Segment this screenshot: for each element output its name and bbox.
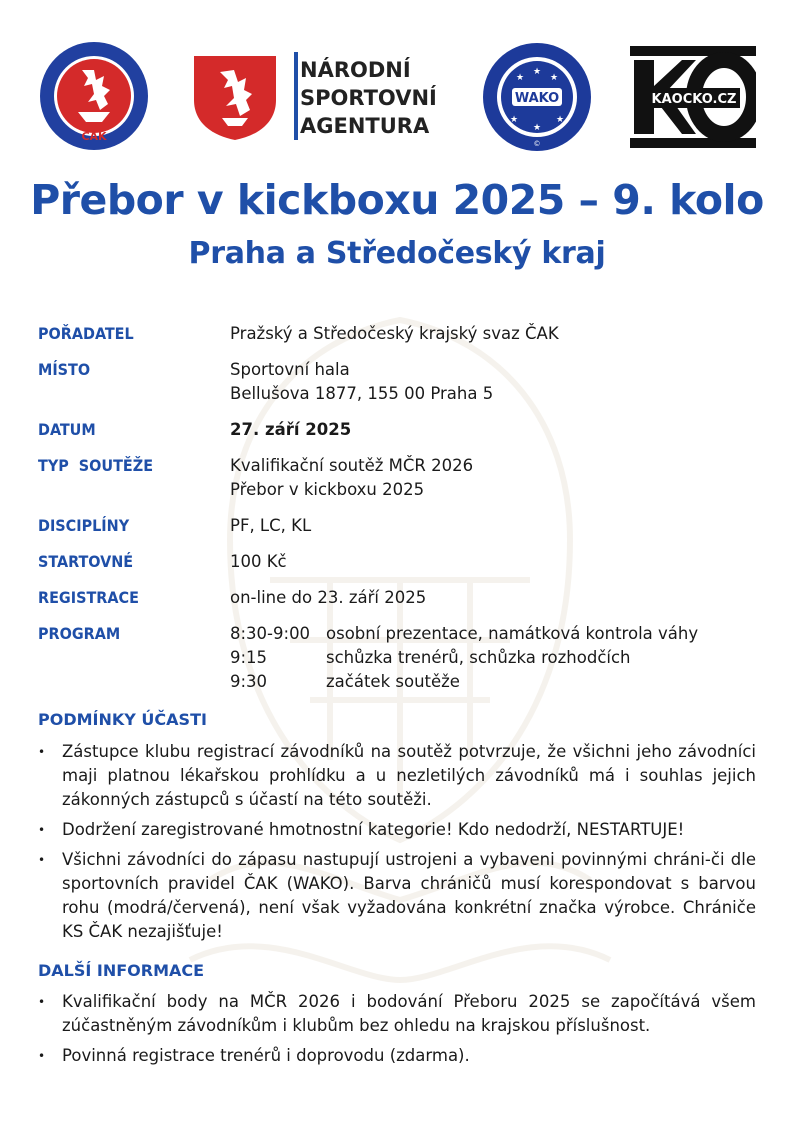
svg-text:★: ★ [532, 67, 542, 77]
date-value: 27. září 2025 [230, 420, 352, 439]
program-text: schůzka trenérů, schůzka rozhodčích [326, 648, 631, 667]
program-time: 8:30-9:00 [230, 624, 311, 643]
disciplines-row [38, 514, 758, 550]
conditions-heading: PODMÍNKY ÚČASTI [38, 710, 207, 729]
cak-seal-label: ČAK [81, 130, 107, 143]
program-row [38, 622, 758, 698]
bullet-icon: • [38, 745, 46, 759]
program-item [230, 622, 758, 646]
nsa-shield-logo [190, 52, 280, 142]
program-time: 9:15 [230, 648, 268, 667]
nsa-divider [294, 52, 298, 140]
organizer-label: POŘADATEL [38, 324, 134, 343]
list-item [38, 740, 756, 812]
wako-label: WAKO [514, 91, 560, 106]
place-line-2: Bellušova 1877, 155 00 Praha 5 [230, 384, 494, 403]
wako-copyright: © [533, 140, 541, 148]
date-row [38, 418, 758, 454]
registration-value: on-line do 23. září 2025 [230, 588, 427, 607]
nsa-line-1: NÁRODNÍ [300, 58, 411, 82]
program-list [230, 622, 758, 694]
organizer-row [38, 322, 758, 358]
list-item-text: Povinná registrace trenérů i doprovodu (zdarma). [62, 1046, 470, 1065]
bullet-icon: • [38, 823, 46, 837]
event-info [38, 322, 758, 698]
place-line-1: Sportovní hala [230, 360, 350, 379]
list-item-text: Kvalifikační body na MČR 2026 i bodování Přeboru 2025 se započítává všem zúčastněným závodníkům i klubům bez ohledu na krajskou příslušnost. [62, 992, 756, 1035]
type-row [38, 454, 758, 514]
conditions-list [38, 740, 756, 950]
date-label: DATUM [38, 420, 96, 439]
svg-text:★: ★ [515, 73, 525, 83]
wako-seal-logo [482, 42, 592, 152]
list-item [38, 1044, 756, 1068]
disciplines-value: PF, LC, KL [230, 516, 312, 535]
program-item [230, 646, 758, 670]
type-label: TYP SOUTĚŽE [38, 456, 154, 475]
place-row [38, 358, 758, 418]
list-item-text: Dodržení zaregistrované hmotnostní kategorie! Kdo nedodrží, NESTARTUJE! [62, 820, 685, 839]
program-text: osobní prezentace, namátková kontrola váhy [326, 624, 699, 643]
bullet-icon: • [38, 1049, 46, 1063]
list-item [38, 990, 756, 1038]
page-title: Přebor v kickboxu 2025 – 9. kolo [30, 176, 764, 224]
program-time: 9:30 [230, 672, 268, 691]
type-line-1: Kvalifikační soutěž MČR 2026 [230, 456, 474, 475]
nsa-line-3: AGENTURA [300, 114, 430, 138]
program-item [230, 670, 758, 694]
svg-text:★: ★ [555, 115, 565, 125]
nsa-wordmark [300, 56, 437, 140]
organizer-value: Pražský a Středočeský krajský svaz ČAK [230, 324, 559, 343]
more-info-heading: DALŠÍ INFORMACE [38, 961, 205, 980]
program-label: PROGRAM [38, 624, 121, 643]
svg-text:★: ★ [549, 73, 559, 83]
fee-label: STARTOVNÉ [38, 552, 134, 571]
list-item-text: Zástupce klubu registrací závodníků na soutěž potvrzuje, že všichni jeho závodníci maji platnou lékařskou prohlídku a u nezletilých závodníků má i souhlas jejich zákonných zástupců s účastí na této soutěži. [62, 742, 756, 809]
logo-bar [0, 0, 794, 160]
page-subtitle: Praha a Středočeský kraj [188, 236, 606, 271]
kaocko-logo [630, 46, 756, 148]
registration-label: REGISTRACE [38, 588, 139, 607]
bullet-icon: • [38, 995, 46, 1009]
fee-value: 100 Kč [230, 552, 287, 571]
program-text: začátek soutěže [326, 672, 460, 691]
cak-seal-logo [38, 38, 150, 154]
bullet-icon: • [38, 853, 46, 867]
fee-row [38, 550, 758, 586]
list-item [38, 818, 756, 842]
svg-text:★: ★ [509, 115, 519, 125]
place-label: MÍSTO [38, 360, 91, 379]
kaocko-label: KAOCKO.CZ [651, 92, 737, 107]
list-item-text: Všichni závodníci do zápasu nastupují ustrojeni a vybaveni povinnými chráni-či dle sportovních pravidel ČAK (WAKO). Barva chráničů musí korespondovat s barvou rohu (modrá/červená), není však vyžadována konkrétní značka výrobce. Chrániče KS ČAK nezajišťuje! [62, 850, 756, 941]
nsa-line-2: SPORTOVNÍ [300, 86, 437, 110]
more-info-list [38, 990, 756, 1074]
type-line-2: Přebor v kickboxu 2025 [230, 480, 425, 499]
registration-row [38, 586, 758, 622]
disciplines-label: DISCIPLÍNY [38, 516, 130, 535]
svg-text:★: ★ [532, 123, 542, 133]
list-item [38, 848, 756, 944]
